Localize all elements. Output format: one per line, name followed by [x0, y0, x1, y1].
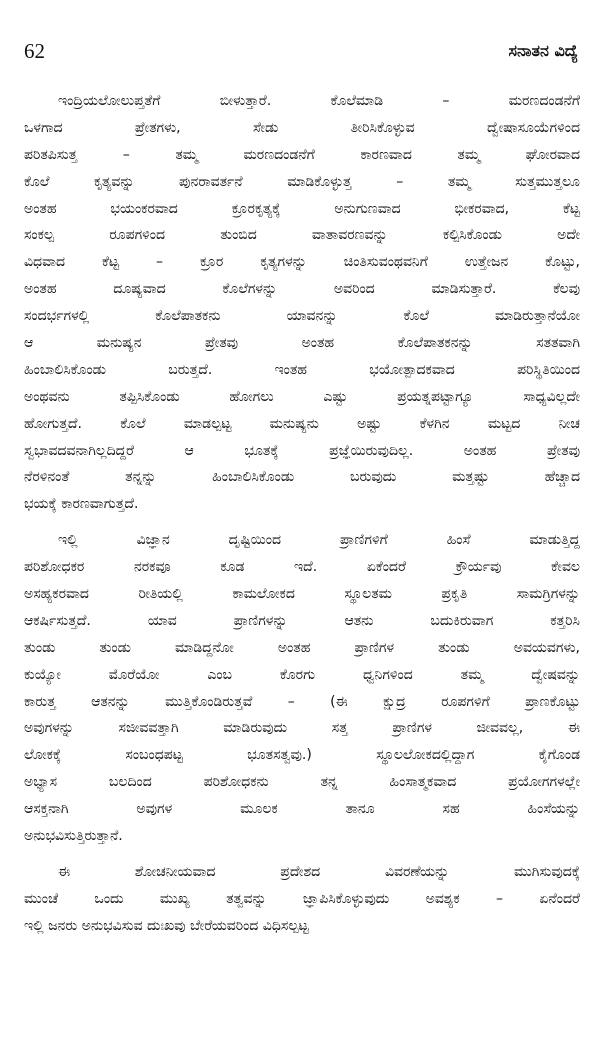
text-line: ಹೋಗುತ್ತದೆ. ಕೊಲೆ ಮಾಡಲ್ಪಟ್ಟ ಮನುಷ್ಯನು ಅಷ್ಟು ಕೆಳಗಿನ ಮಟ್ಟದ ನೀಚ	[24, 415, 580, 432]
text-line: ಕಾರುತ್ತ ಆತನನ್ನು ಮುತ್ತಿಕೊಂಡಿರುತ್ತವೆ – (ಈ ಕ್ಷುದ್ರ ರೂಪಗಳಿಗೆ ಪ್ರಾಣಕೊಟ್ಟು	[24, 693, 580, 710]
text-line: ಸ್ವಭಾವದವನಾಗಿಲ್ಲದಿದ್ದರೆ ಆ ಭೂತಕ್ಕೆ ಪ್ರಜ್ಞೆಯಿರುವುದಿಲ್ಲ. ಅಂತಹ ಪ್ರೇತವು	[24, 442, 580, 459]
text-line: ಈ ಶೋಚನೀಯವಾದ ಪ್ರದೇಶದ ವಿವರಣೆಯನ್ನು ಮುಗಿಸುವುದಕ್ಕೆ	[58, 863, 580, 880]
text-line: ಆಕರ್ಷಿಸುತ್ತದೆ. ಯಾವ ಪ್ರಾಣಿಗಳನ್ನು ಆತನು ಬದುಕಿರುವಾಗ ಕತ್ತರಿಸಿ	[24, 612, 580, 629]
text-line: ಅಭ್ಯಾಸ ಬಲದಿಂದ ಪರಿಶೋಧಕನು ತನ್ನ ಹಿಂಸಾತ್ಮಕವಾದ ಪ್ರಯೋಗಗಳಲ್ಲೇ	[24, 774, 580, 791]
text-line: ಹಿಂಬಾಲಿಸಿಕೊಂಡು ಬರುತ್ತದೆ. ಇಂತಹ ಭಯೋತ್ಪಾದಕವಾದ ಪರಿಸ್ಥಿತಿಯಿಂದ	[24, 361, 580, 378]
body-text	[24, 88, 580, 940]
paragraph	[24, 527, 580, 850]
text-line: ಆ ಮನುಷ್ಯನ ಪ್ರೇತವು ಅಂತಹ ಕೊಲೆಪಾತಕನನ್ನು ಸತತವಾಗಿ	[24, 335, 580, 352]
page-number: 62	[24, 39, 45, 63]
text-line: ಅವುಗಳನ್ನು ಸಜೀವವತ್ತಾಗಿ ಮಾಡಿರುವುದು ಸತ್ತ ಪ್ರಾಣಿಗಳ ಜೀವವಲ್ಲ, ಈ	[24, 720, 580, 737]
text-line: ಆಸಕ್ತನಾಗಿ ಅವುಗಳ ಮೂಲಕ ತಾನೂ ಸಹ ಹಿಂಸೆಯನ್ನು	[24, 801, 580, 818]
text-line: ವಿಧವಾದ ಕೆಟ್ಟ – ಕ್ರೂರ ಕೃತ್ಯಗಳನ್ನು ಚಿಂತಿಸುವಂಥವನಿಗೆ ಉತ್ತೇಜನ ಕೊಟ್ಟು,	[24, 254, 580, 271]
text-line: ಕುಯ್ಯೋ ಮೊರೆಯೋ ಎಂಬ ಕೊರಗು ಧ್ವನಿಗಳಿಂದ ತಮ್ಮ ದ್ವೇಷವನ್ನು	[24, 666, 580, 683]
text-line: ಸಂದರ್ಭಗಳಲ್ಲಿ ಕೊಲೆಪಾತಕನು ಯಾವನನ್ನು ಕೊಲೆ ಮಾಡಿರುತ್ತಾನೆಯೋ	[24, 308, 580, 325]
text-line: ಲೋಕಕ್ಕೆ ಸಂಬಂಧಪಟ್ಟ ಭೂತಸತ್ವವು.) ಸ್ಥೂಲಲೋಕದಲ್ಲಿದ್ದಾಗ ಕೈಗೊಂಡ	[24, 747, 580, 764]
text-line: ಇಲ್ಲಿ ವಿಜ್ಞಾನ ದೃಷ್ಟಿಯಿಂದ ಪ್ರಾಣಿಗಳಿಗೆ ಹಿಂಸೆ ಮಾಡುತ್ತಿದ್ದ	[58, 532, 580, 549]
text-line: ತುಂಡು ತುಂಡು ಮಾಡಿದ್ದನೋ ಅಂತಹ ಪ್ರಾಣಿಗಳ ತುಂಡು ಅವಯವಗಳು,	[24, 639, 580, 656]
running-title: ಸನಾತನ ವಿದ್ಯೆ	[508, 41, 578, 60]
text-line: ಅಂತಹ ದೂಷ್ಯವಾದ ಕೊಲೆಗಳನ್ನು ಅವರಿಂದ ಮಾಡಿಸುತ್ತಾರೆ. ಕೆಲವು	[24, 281, 580, 298]
paragraph	[24, 859, 580, 940]
text-line: ಪರಿಶೋಧಕರ ನರಕವೂ ಕೂಡ ಇದೆ. ಏಕೆಂದರೆ ಕ್ರೌರ್ಯವು ಕೇವಲ	[24, 559, 580, 576]
text-line: ಭಯಕ್ಕೆ ಕಾರಣವಾಗುತ್ತದೆ.	[24, 496, 139, 513]
text-line: ಸಂಕಲ್ಪ ರೂಪಗಳಿಂದ ತುಂಬಿದ ವಾತಾವರಣವನ್ನು ಕಲ್ಪಿಸಿಕೊಂಡು ಅದೇ	[24, 227, 580, 244]
text-line: ಅಂಥವನು ತಪ್ಪಿಸಿಕೊಂಡು ಹೋಗಲು ಎಷ್ಟು ಪ್ರಯತ್ನಪಟ್ಟಾಗ್ಯೂ ಸಾಧ್ಯವಿಲ್ಲದೇ	[24, 388, 580, 405]
text-line: ಪರಿತಪಿಸುತ್ತ – ತಮ್ಮ ಮರಣದಂಡನೆಗೆ ಕಾರಣವಾದ ತಮ್ಮ ಘೋರವಾದ	[24, 146, 580, 163]
text-line: ಕೊಲೆ ಕೃತ್ಯವನ್ನು ಪುನರಾವರ್ತನೆ ಮಾಡಿಕೊಳ್ಳುತ್ತ – ತಮ್ಮ ಸುತ್ತಮುತ್ತಲೂ	[24, 173, 580, 190]
text-line: ಅಸಹ್ಯಕರವಾದ ರೀತಿಯಲ್ಲಿ ಕಾಮಲೋಕದ ಸ್ಥೂಲತಮ ಪ್ರಕೃತಿ ಸಾಮಗ್ರಿಗಳನ್ನು	[24, 586, 580, 603]
text-line: ಅಂತಹ ಭಯಂಕರವಾದ ಕ್ರೂರಕೃತ್ಯಕ್ಕೆ ಅನುಗುಣವಾದ ಭೀಕರವಾದ, ಕೆಟ್ಟ	[24, 200, 580, 217]
paragraph	[24, 88, 580, 518]
text-line: ಅನುಭವಿಸುತ್ತಿರುತ್ತಾನೆ.	[24, 828, 123, 845]
text-line: ಮುಂಚೆ ಒಂದು ಮುಖ್ಯ ತತ್ವವನ್ನು ಜ್ಞಾಪಿಸಿಕೊಳ್ಳುವುದು ಅವಶ್ಯಕ – ಏನೆಂದರೆ	[24, 890, 580, 907]
text-line: ಇಲ್ಲಿ ಜನರು ಅನುಭವಿಸುವ ದುಃಖವು ಬೇರೆಯವರಿಂದ ವಿಧಿಸಲ್ಪಟ್ಟ	[24, 917, 309, 934]
text-line: ಒಳಗಾದ ಪ್ರೇತಗಳು, ಸೇಡು ತೀರಿಸಿಕೊಳ್ಳುವ ದ್ವೇಷಾಸೂಯೆಗಳಿಂದ	[24, 119, 580, 136]
text-line: ಇಂದ್ರಿಯಲೋಲುಪ್ತತೆಗೆ ಬೀಳುತ್ತಾರೆ. ಕೊಲೆಮಾಡಿ – ಮರಣದಂಡನೆಗೆ	[58, 93, 580, 109]
text-line: ನೆರಳಿನಂತೆ ತನ್ನನ್ನು ಹಿಂಬಾಲಿಸಿಕೊಂಡು ಬರುವುದು ಮತ್ತಷ್ಟು ಹೆಚ್ಚಾದ	[24, 469, 580, 486]
